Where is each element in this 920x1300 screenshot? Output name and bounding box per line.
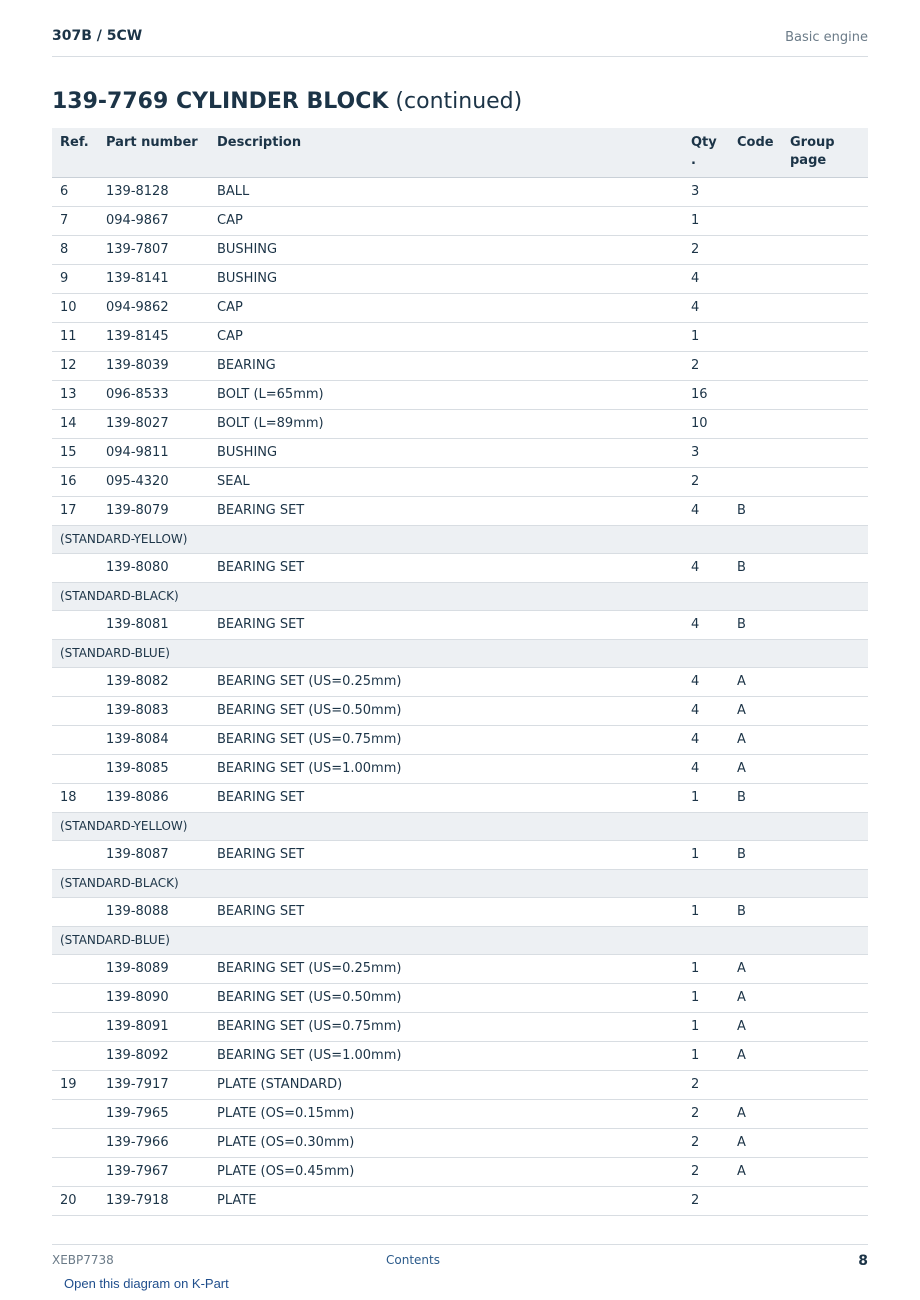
description-cell: BEARING SET xyxy=(209,496,683,525)
group-page-cell xyxy=(782,322,868,351)
table-row xyxy=(52,206,868,235)
table-row xyxy=(52,696,868,725)
table-row xyxy=(52,1128,868,1157)
table-row xyxy=(52,1012,868,1041)
code-cell: A xyxy=(729,954,782,983)
part-number-cell: 139-8141 xyxy=(98,264,209,293)
description-cell: BOLT (L=89mm) xyxy=(209,409,683,438)
qty-cell: 1 xyxy=(683,954,729,983)
part-number-cell: 139-8086 xyxy=(98,783,209,812)
qty-cell: 4 xyxy=(683,725,729,754)
part-number-cell: 139-8081 xyxy=(98,610,209,639)
code-cell xyxy=(729,177,782,206)
table-row xyxy=(52,897,868,926)
ref-cell xyxy=(52,1157,98,1186)
qty-cell: 4 xyxy=(683,553,729,582)
code-cell xyxy=(729,206,782,235)
description-cell: CAP xyxy=(209,322,683,351)
ref-cell xyxy=(52,1099,98,1128)
table-row xyxy=(52,496,868,525)
group-page-cell xyxy=(782,725,868,754)
description-cell: PLATE xyxy=(209,1186,683,1215)
ref-cell: 10 xyxy=(52,293,98,322)
code-cell: B xyxy=(729,553,782,582)
parts-table-body xyxy=(52,177,868,1215)
ref-cell: 11 xyxy=(52,322,98,351)
ref-cell xyxy=(52,553,98,582)
qty-cell: 10 xyxy=(683,409,729,438)
note-row xyxy=(52,926,868,954)
code-cell xyxy=(729,235,782,264)
qty-cell: 3 xyxy=(683,177,729,206)
qty-cell: 1 xyxy=(683,840,729,869)
table-row xyxy=(52,409,868,438)
code-cell: B xyxy=(729,840,782,869)
qty-cell: 4 xyxy=(683,293,729,322)
ref-cell xyxy=(52,983,98,1012)
part-number-cell: 139-8039 xyxy=(98,351,209,380)
group-page-cell xyxy=(782,754,868,783)
qty-cell: 2 xyxy=(683,1099,729,1128)
qty-cell: 2 xyxy=(683,1070,729,1099)
column-header-group-page: Group page xyxy=(782,128,868,177)
group-page-cell xyxy=(782,1012,868,1041)
table-header-row xyxy=(52,128,868,177)
column-header-qty: Qty . xyxy=(683,128,729,177)
table-row xyxy=(52,380,868,409)
group-page-cell xyxy=(782,1099,868,1128)
group-page-cell xyxy=(782,206,868,235)
table-row xyxy=(52,667,868,696)
note-cell: (STANDARD-YELLOW) xyxy=(52,525,868,553)
group-page-cell xyxy=(782,667,868,696)
code-cell xyxy=(729,351,782,380)
code-cell: A xyxy=(729,1012,782,1041)
description-cell: BEARING SET (US=0.50mm) xyxy=(209,983,683,1012)
table-row xyxy=(52,351,868,380)
qty-cell: 2 xyxy=(683,467,729,496)
ref-cell xyxy=(52,667,98,696)
ref-cell xyxy=(52,754,98,783)
description-cell: SEAL xyxy=(209,467,683,496)
qty-cell: 1 xyxy=(683,322,729,351)
ref-cell: 20 xyxy=(52,1186,98,1215)
part-number-cell: 139-8080 xyxy=(98,553,209,582)
group-page-cell xyxy=(782,235,868,264)
model-label: 307B / 5CW xyxy=(52,28,143,44)
ref-cell xyxy=(52,696,98,725)
qty-cell: 4 xyxy=(683,667,729,696)
table-row xyxy=(52,954,868,983)
page-header xyxy=(52,28,868,57)
column-header-ref: Ref. xyxy=(52,128,98,177)
note-cell: (STANDARD-YELLOW) xyxy=(52,812,868,840)
table-row xyxy=(52,783,868,812)
qty-cell: 1 xyxy=(683,206,729,235)
part-number-cell: 139-7965 xyxy=(98,1099,209,1128)
code-cell: B xyxy=(729,496,782,525)
table-row xyxy=(52,322,868,351)
code-cell xyxy=(729,293,782,322)
part-number-cell: 139-8079 xyxy=(98,496,209,525)
table-row xyxy=(52,1070,868,1099)
part-number-cell: 095-4320 xyxy=(98,467,209,496)
table-row xyxy=(52,467,868,496)
ref-cell: 7 xyxy=(52,206,98,235)
note-row xyxy=(52,639,868,667)
code-cell: A xyxy=(729,667,782,696)
note-cell: (STANDARD-BLUE) xyxy=(52,639,868,667)
note-row xyxy=(52,812,868,840)
part-number-cell: 139-8088 xyxy=(98,897,209,926)
code-cell xyxy=(729,380,782,409)
part-number-cell: 139-8087 xyxy=(98,840,209,869)
ref-cell: 14 xyxy=(52,409,98,438)
group-page-cell xyxy=(782,983,868,1012)
ref-cell xyxy=(52,1041,98,1070)
note-cell: (STANDARD-BLACK) xyxy=(52,582,868,610)
code-cell xyxy=(729,264,782,293)
part-number-cell: 139-8145 xyxy=(98,322,209,351)
group-page-cell xyxy=(782,1128,868,1157)
part-number-cell: 139-8091 xyxy=(98,1012,209,1041)
qty-cell: 2 xyxy=(683,1186,729,1215)
ref-cell: 8 xyxy=(52,235,98,264)
description-cell: BEARING SET xyxy=(209,553,683,582)
code-cell xyxy=(729,1070,782,1099)
qty-cell: 2 xyxy=(683,351,729,380)
qty-cell: 4 xyxy=(683,264,729,293)
description-cell: BEARING SET (US=0.75mm) xyxy=(209,725,683,754)
group-page-cell xyxy=(782,1070,868,1099)
description-cell: BEARING SET (US=0.25mm) xyxy=(209,667,683,696)
ref-cell xyxy=(52,610,98,639)
part-number-cell: 139-8084 xyxy=(98,725,209,754)
code-cell: A xyxy=(729,725,782,754)
ref-cell: 9 xyxy=(52,264,98,293)
table-row xyxy=(52,235,868,264)
ref-cell xyxy=(52,897,98,926)
parts-table xyxy=(52,128,868,1216)
part-number-cell: 139-7918 xyxy=(98,1186,209,1215)
description-cell: BOLT (L=65mm) xyxy=(209,380,683,409)
table-row xyxy=(52,610,868,639)
group-page-cell xyxy=(782,553,868,582)
ref-cell: 12 xyxy=(52,351,98,380)
group-page-cell xyxy=(782,264,868,293)
group-page-cell xyxy=(782,177,868,206)
page-number: 8 xyxy=(858,1253,868,1269)
group-page-cell xyxy=(782,954,868,983)
column-header-code: Code xyxy=(729,128,782,177)
code-cell xyxy=(729,1186,782,1215)
page-title xyxy=(52,89,522,114)
code-cell: A xyxy=(729,1041,782,1070)
qty-cell: 1 xyxy=(683,897,729,926)
ref-cell: 16 xyxy=(52,467,98,496)
code-cell xyxy=(729,467,782,496)
open-in-kpart-link[interactable]: Open this diagram on K-Part xyxy=(64,1276,229,1291)
code-cell xyxy=(729,409,782,438)
qty-cell: 4 xyxy=(683,754,729,783)
part-number-cell: 139-7967 xyxy=(98,1157,209,1186)
note-cell: (STANDARD-BLUE) xyxy=(52,926,868,954)
part-number-cell: 139-8085 xyxy=(98,754,209,783)
table-row xyxy=(52,438,868,467)
description-cell: BALL xyxy=(209,177,683,206)
group-page-cell xyxy=(782,351,868,380)
table-row xyxy=(52,1099,868,1128)
description-cell: BEARING SET xyxy=(209,840,683,869)
description-cell: BEARING SET xyxy=(209,783,683,812)
ref-cell: 18 xyxy=(52,783,98,812)
qty-cell: 2 xyxy=(683,1128,729,1157)
description-cell: PLATE (STANDARD) xyxy=(209,1070,683,1099)
group-page-cell xyxy=(782,467,868,496)
description-cell: PLATE (OS=0.15mm) xyxy=(209,1099,683,1128)
page-footer xyxy=(52,1244,868,1275)
group-page-cell xyxy=(782,696,868,725)
contents-link[interactable]: Contents xyxy=(386,1253,440,1267)
ref-cell xyxy=(52,954,98,983)
qty-cell: 2 xyxy=(683,1157,729,1186)
ref-cell: 13 xyxy=(52,380,98,409)
section-label: Basic engine xyxy=(785,30,868,45)
ref-cell xyxy=(52,840,98,869)
code-cell: A xyxy=(729,696,782,725)
group-page-cell xyxy=(782,610,868,639)
qty-cell: 1 xyxy=(683,1012,729,1041)
code-cell: B xyxy=(729,610,782,639)
part-number-cell: 139-8090 xyxy=(98,983,209,1012)
part-number-cell: 096-8533 xyxy=(98,380,209,409)
part-number-cell: 139-7917 xyxy=(98,1070,209,1099)
group-page-cell xyxy=(782,380,868,409)
table-row xyxy=(52,840,868,869)
table-row xyxy=(52,1186,868,1215)
group-page-cell xyxy=(782,409,868,438)
table-row xyxy=(52,983,868,1012)
part-number-cell: 139-8083 xyxy=(98,696,209,725)
description-cell: BUSHING xyxy=(209,235,683,264)
group-page-cell xyxy=(782,1041,868,1070)
qty-cell: 3 xyxy=(683,438,729,467)
table-row xyxy=(52,177,868,206)
qty-cell: 4 xyxy=(683,696,729,725)
description-cell: BUSHING xyxy=(209,264,683,293)
note-cell: (STANDARD-BLACK) xyxy=(52,869,868,897)
part-number-cell: 094-9811 xyxy=(98,438,209,467)
table-row xyxy=(52,264,868,293)
group-page-cell xyxy=(782,496,868,525)
code-cell: A xyxy=(729,1099,782,1128)
part-number-cell: 139-7807 xyxy=(98,235,209,264)
qty-cell: 1 xyxy=(683,783,729,812)
qty-cell: 4 xyxy=(683,610,729,639)
note-row xyxy=(52,525,868,553)
part-number-cell: 139-8082 xyxy=(98,667,209,696)
code-cell: B xyxy=(729,897,782,926)
ref-cell: 17 xyxy=(52,496,98,525)
code-cell xyxy=(729,438,782,467)
qty-cell: 4 xyxy=(683,496,729,525)
description-cell: PLATE (OS=0.45mm) xyxy=(209,1157,683,1186)
group-page-cell xyxy=(782,897,868,926)
title-suffix: (continued) xyxy=(388,89,523,114)
description-cell: BEARING SET xyxy=(209,610,683,639)
code-cell: A xyxy=(729,754,782,783)
table-row xyxy=(52,1157,868,1186)
description-cell: BEARING SET (US=0.75mm) xyxy=(209,1012,683,1041)
document-id: XEBP7738 xyxy=(52,1253,114,1267)
group-page-cell xyxy=(782,1186,868,1215)
group-page-cell xyxy=(782,840,868,869)
description-cell: BEARING xyxy=(209,351,683,380)
table-row xyxy=(52,754,868,783)
ref-cell: 6 xyxy=(52,177,98,206)
table-row xyxy=(52,293,868,322)
group-page-cell xyxy=(782,783,868,812)
code-cell xyxy=(729,322,782,351)
column-header-description: Description xyxy=(209,128,683,177)
code-cell: A xyxy=(729,983,782,1012)
description-cell: BEARING SET (US=0.50mm) xyxy=(209,696,683,725)
code-cell: A xyxy=(729,1128,782,1157)
description-cell: BEARING SET (US=0.25mm) xyxy=(209,954,683,983)
note-row xyxy=(52,582,868,610)
qty-cell: 2 xyxy=(683,235,729,264)
qty-cell: 16 xyxy=(683,380,729,409)
group-page-cell xyxy=(782,438,868,467)
description-cell: CAP xyxy=(209,206,683,235)
part-number-cell: 139-7966 xyxy=(98,1128,209,1157)
part-number-cell: 139-8027 xyxy=(98,409,209,438)
ref-cell: 15 xyxy=(52,438,98,467)
code-cell: A xyxy=(729,1157,782,1186)
qty-cell: 1 xyxy=(683,983,729,1012)
ref-cell: 19 xyxy=(52,1070,98,1099)
ref-cell xyxy=(52,1128,98,1157)
description-cell: CAP xyxy=(209,293,683,322)
part-number-cell: 094-9867 xyxy=(98,206,209,235)
description-cell: BEARING SET (US=1.00mm) xyxy=(209,754,683,783)
ref-cell xyxy=(52,725,98,754)
part-number-cell: 139-8128 xyxy=(98,177,209,206)
title-main: 139-7769 CYLINDER BLOCK xyxy=(52,89,389,114)
part-number-cell: 139-8089 xyxy=(98,954,209,983)
group-page-cell xyxy=(782,1157,868,1186)
part-number-cell: 139-8092 xyxy=(98,1041,209,1070)
note-row xyxy=(52,869,868,897)
ref-cell xyxy=(52,1012,98,1041)
description-cell: BEARING SET (US=1.00mm) xyxy=(209,1041,683,1070)
column-header-part-number: Part number xyxy=(98,128,209,177)
table-row xyxy=(52,1041,868,1070)
group-page-cell xyxy=(782,293,868,322)
description-cell: BUSHING xyxy=(209,438,683,467)
table-row xyxy=(52,725,868,754)
table-row xyxy=(52,553,868,582)
description-cell: PLATE (OS=0.30mm) xyxy=(209,1128,683,1157)
part-number-cell: 094-9862 xyxy=(98,293,209,322)
code-cell: B xyxy=(729,783,782,812)
qty-cell: 1 xyxy=(683,1041,729,1070)
description-cell: BEARING SET xyxy=(209,897,683,926)
